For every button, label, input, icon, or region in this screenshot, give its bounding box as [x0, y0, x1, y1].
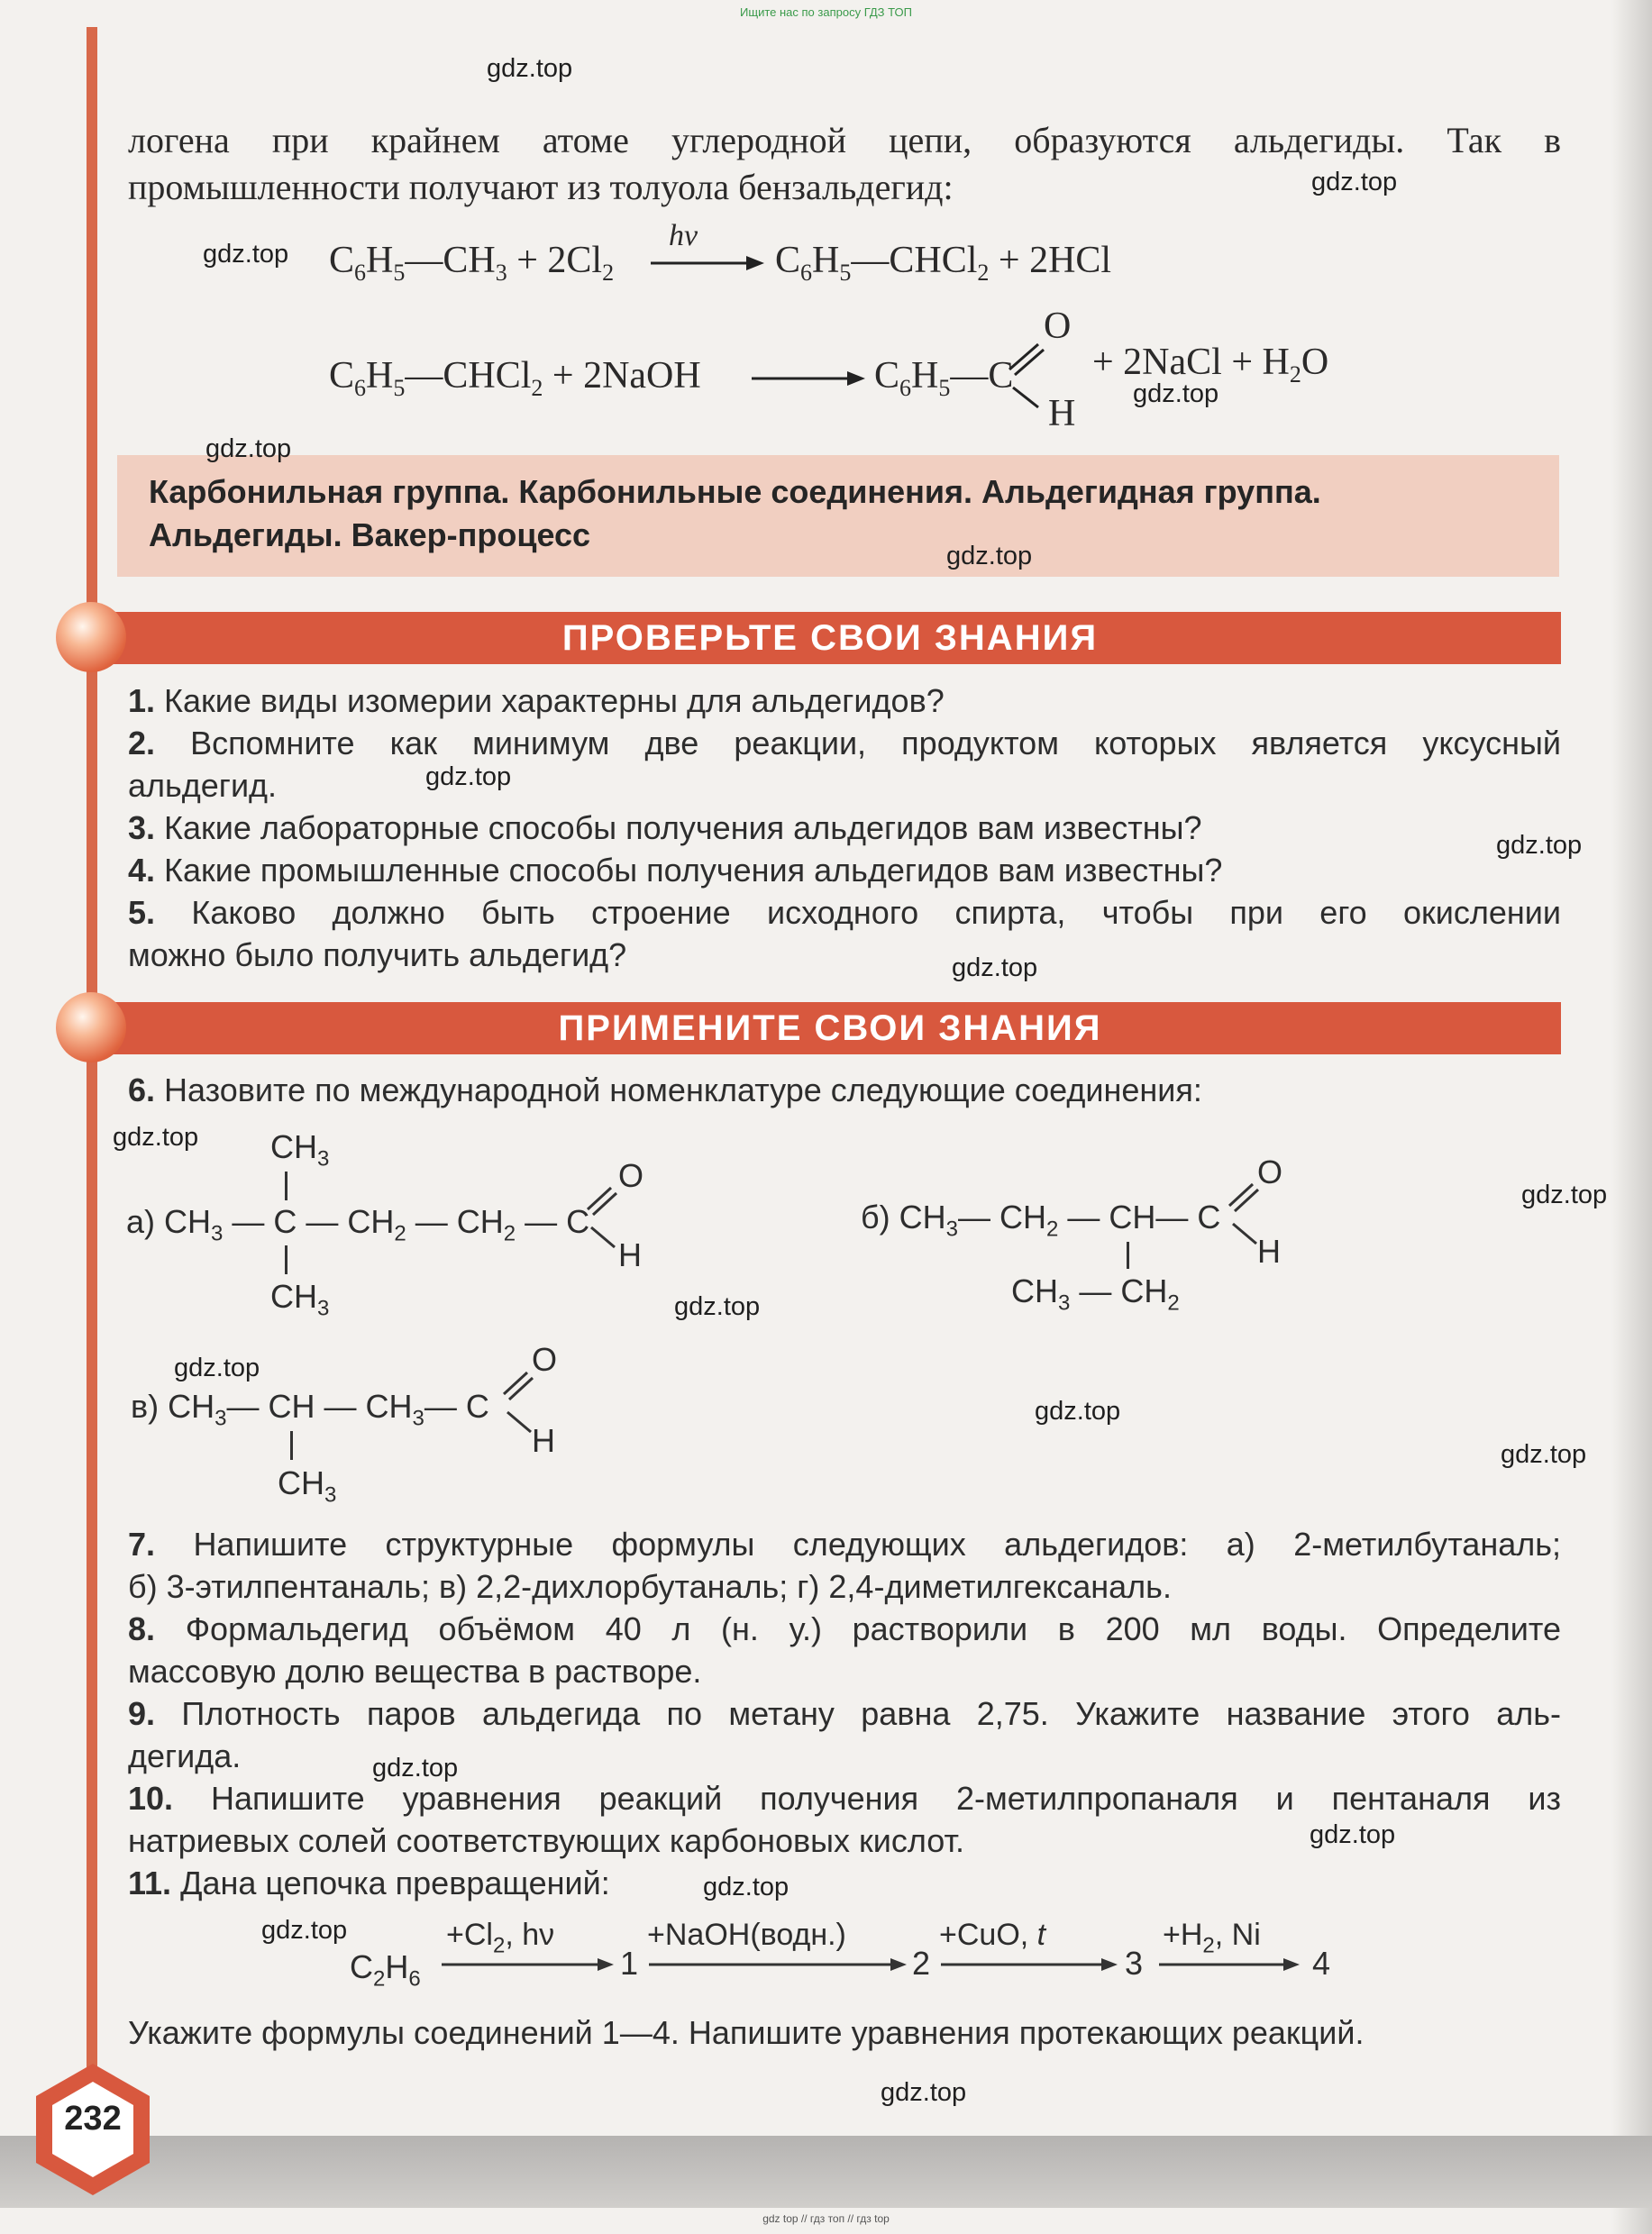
watermark: gdz.top — [1035, 1397, 1121, 1426]
formula-a-top-ch3: $CH_3$ — [270, 1128, 330, 1172]
formula-v-o: O — [532, 1341, 558, 1378]
chain-step-4-label: $+H_2$, Ni — [1163, 1918, 1261, 1958]
formula-v-bond-down — [290, 1431, 293, 1460]
reaction-2-arrow — [750, 368, 867, 389]
question-2-cont: альдегид. — [128, 767, 278, 804]
intro-line-2: промышленности получают из толуола бензальдегид: — [128, 167, 954, 207]
reaction-2-h: H — [1048, 393, 1076, 434]
watermark: gdz.top — [881, 2078, 967, 2107]
reaction-2-product: $C_6H_5—C$ — [874, 355, 1014, 402]
question-10: 10. Напишите уравнения реакций получения 2-метилпропаналя и пентаналя из — [128, 1780, 1561, 1817]
question-6: 6. Назовите по международной номенклатуре следующие соединения: — [128, 1071, 1202, 1108]
chain-compound-3: 3 — [1125, 1945, 1144, 1982]
formula-a-h: H — [618, 1236, 642, 1273]
formula-a-o: O — [618, 1157, 644, 1194]
chain-arrow-3 — [939, 1956, 1119, 1974]
section-apply-banner: ПРИМЕНИТЕ СВОИ ЗНАНИЯ — [99, 1002, 1561, 1054]
question-4: 4. Какие промышленные способы получения альдегидов вам известны? — [128, 852, 1223, 889]
formula-v-h: H — [532, 1422, 555, 1459]
watermark: gdz.top — [703, 1873, 789, 1901]
formula-a-bottom-ch3: $CH_3$ — [270, 1278, 330, 1321]
chain-arrow-2 — [647, 1956, 908, 1974]
page-number: 232 — [64, 2100, 122, 2138]
formula-b-h: H — [1257, 1233, 1281, 1270]
section-apply-ball-icon — [56, 992, 126, 1062]
chain-compound-1: 1 — [620, 1945, 639, 1982]
watermark: gdz.top — [1310, 1820, 1396, 1849]
page-edge-shadow — [1611, 0, 1652, 2234]
left-margin-rule — [87, 27, 97, 2118]
formula-b-bond-down — [1127, 1242, 1129, 1269]
question-10-cont: натриевых солей соответствующих карбоновых кислот. — [128, 1822, 964, 1859]
intro-line-1: логена при крайнем атоме углеродной цепи, образуются альдегиды. Так в — [128, 120, 1561, 160]
chain-start: $C_2H_6$ — [350, 1948, 421, 1992]
formula-b-o: O — [1257, 1153, 1283, 1190]
watermark: gdz.top — [113, 1123, 199, 1152]
question-9: 9. Плотность паров альдегида по метану равна 2,75. Укажите название этого аль- — [128, 1695, 1561, 1732]
watermark: gdz.top — [952, 953, 1038, 982]
bottom-band — [0, 2136, 1652, 2208]
reaction-1-condition: hν — [669, 219, 698, 252]
question-8: 8. Формальдегид объёмом 40 л (н. у.) растворили в 200 мл воды. Определите — [128, 1610, 1561, 1647]
key-terms-line-1: Карбонильная группа. Карбонильные соединения. Альдегидная группа. — [149, 473, 1321, 510]
formula-b-ethyl: $CH_3$ — $CH_2$ — [1011, 1272, 1180, 1316]
reaction-1-arrow — [649, 252, 766, 274]
question-5-cont: можно было получить альдегид? — [128, 936, 627, 973]
chain-step-2-label: +NaOH(водн.) — [647, 1918, 846, 1952]
watermark: gdz.top — [946, 542, 1033, 570]
section-check-banner: ПРОВЕРЬТЕ СВОИ ЗНАНИЯ — [99, 612, 1561, 664]
reaction-2-tail: + 2NaCl + $H_2O$ — [1092, 342, 1329, 388]
chain-instruction: Укажите формулы соединений 1—4. Напишите уравнения протекающих реакций. — [128, 2014, 1364, 2051]
reaction-2-o: O — [1044, 305, 1072, 347]
question-1: 1. Какие виды изомерии характерны для альдегидов? — [128, 682, 945, 719]
watermark: gdz.top — [1501, 1440, 1587, 1469]
watermark: gdz.top — [1133, 379, 1219, 408]
watermark: gdz.top — [1311, 168, 1398, 196]
watermark: gdz.top — [674, 1292, 761, 1321]
reaction-1-rhs: $C_6H_5—CHCl_2 + 2HCl$ — [775, 240, 1112, 287]
question-7: 7. Напишите структурные формулы следующих альдегидов: а) 2-метилбутаналь; — [128, 1526, 1561, 1563]
chain-compound-2: 2 — [912, 1945, 931, 1982]
chain-compound-4: 4 — [1312, 1945, 1331, 1982]
question-3: 3. Какие лабораторные способы получения альдегидов вам известны? — [128, 809, 1202, 846]
question-9-cont: дегида. — [128, 1737, 242, 1774]
chain-arrow-4 — [1157, 1956, 1301, 1974]
formula-a-bond-up — [285, 1172, 288, 1200]
watermark: gdz.top — [425, 762, 512, 791]
reaction-2-lhs: $C_6H_5—CHCl_2$ + 2NaOH — [329, 355, 701, 402]
chain-arrow-1 — [440, 1956, 616, 1974]
bottom-note: gdz top // гдз топ // гдз top — [762, 2212, 890, 2225]
watermark: gdz.top — [372, 1754, 459, 1783]
watermark: gdz.top — [205, 434, 292, 463]
key-terms-line-2: Альдегиды. Вакер-процесс — [149, 516, 591, 553]
question-8-cont: массовую долю вещества в растворе. — [128, 1653, 702, 1690]
chain-step-1-label: $+Cl_2$, hν — [446, 1918, 555, 1958]
question-11: 11. Дана цепочка превращений: — [128, 1865, 610, 1901]
reaction-1-lhs: $C_6H_5—CH_3 + 2Cl_2$ — [329, 240, 615, 287]
watermark: gdz.top — [1521, 1181, 1608, 1209]
question-7-cont: б) 3-этилпентаналь; в) 2,2-дихлорбутаналь; г) 2,4-диметилгексаналь. — [128, 1568, 1172, 1605]
section-check-ball-icon — [56, 602, 126, 672]
formula-b-main: б) $CH_3—$ $CH_2$ — CH— C — [861, 1199, 1221, 1242]
formula-v-bottom-ch3: $CH_3$ — [278, 1464, 337, 1508]
question-5: 5. Каково должно быть строение исходного спирта, чтобы при его окислении — [128, 894, 1561, 931]
formula-v-main: в) $CH_3—$ CH — $CH_3—$ C — [131, 1388, 489, 1431]
chain-step-3-label: +CuO, t — [939, 1918, 1046, 1952]
watermark: gdz.top — [1496, 831, 1583, 860]
formula-a-main: а) $CH_3$ — C — $CH_2$ — $CH_2$ — C — [126, 1203, 590, 1246]
watermark: gdz.top — [487, 54, 573, 83]
question-2: 2. Вспомните как минимум две реакции, продуктом которых является уксусный — [128, 725, 1561, 761]
top-note: Ищите нас по запросу ГДЗ ТОП — [740, 5, 912, 19]
formula-a-bond-down — [285, 1245, 288, 1274]
watermark: gdz.top — [261, 1916, 348, 1945]
watermark: gdz.top — [203, 240, 289, 269]
watermark: gdz.top — [174, 1354, 260, 1382]
